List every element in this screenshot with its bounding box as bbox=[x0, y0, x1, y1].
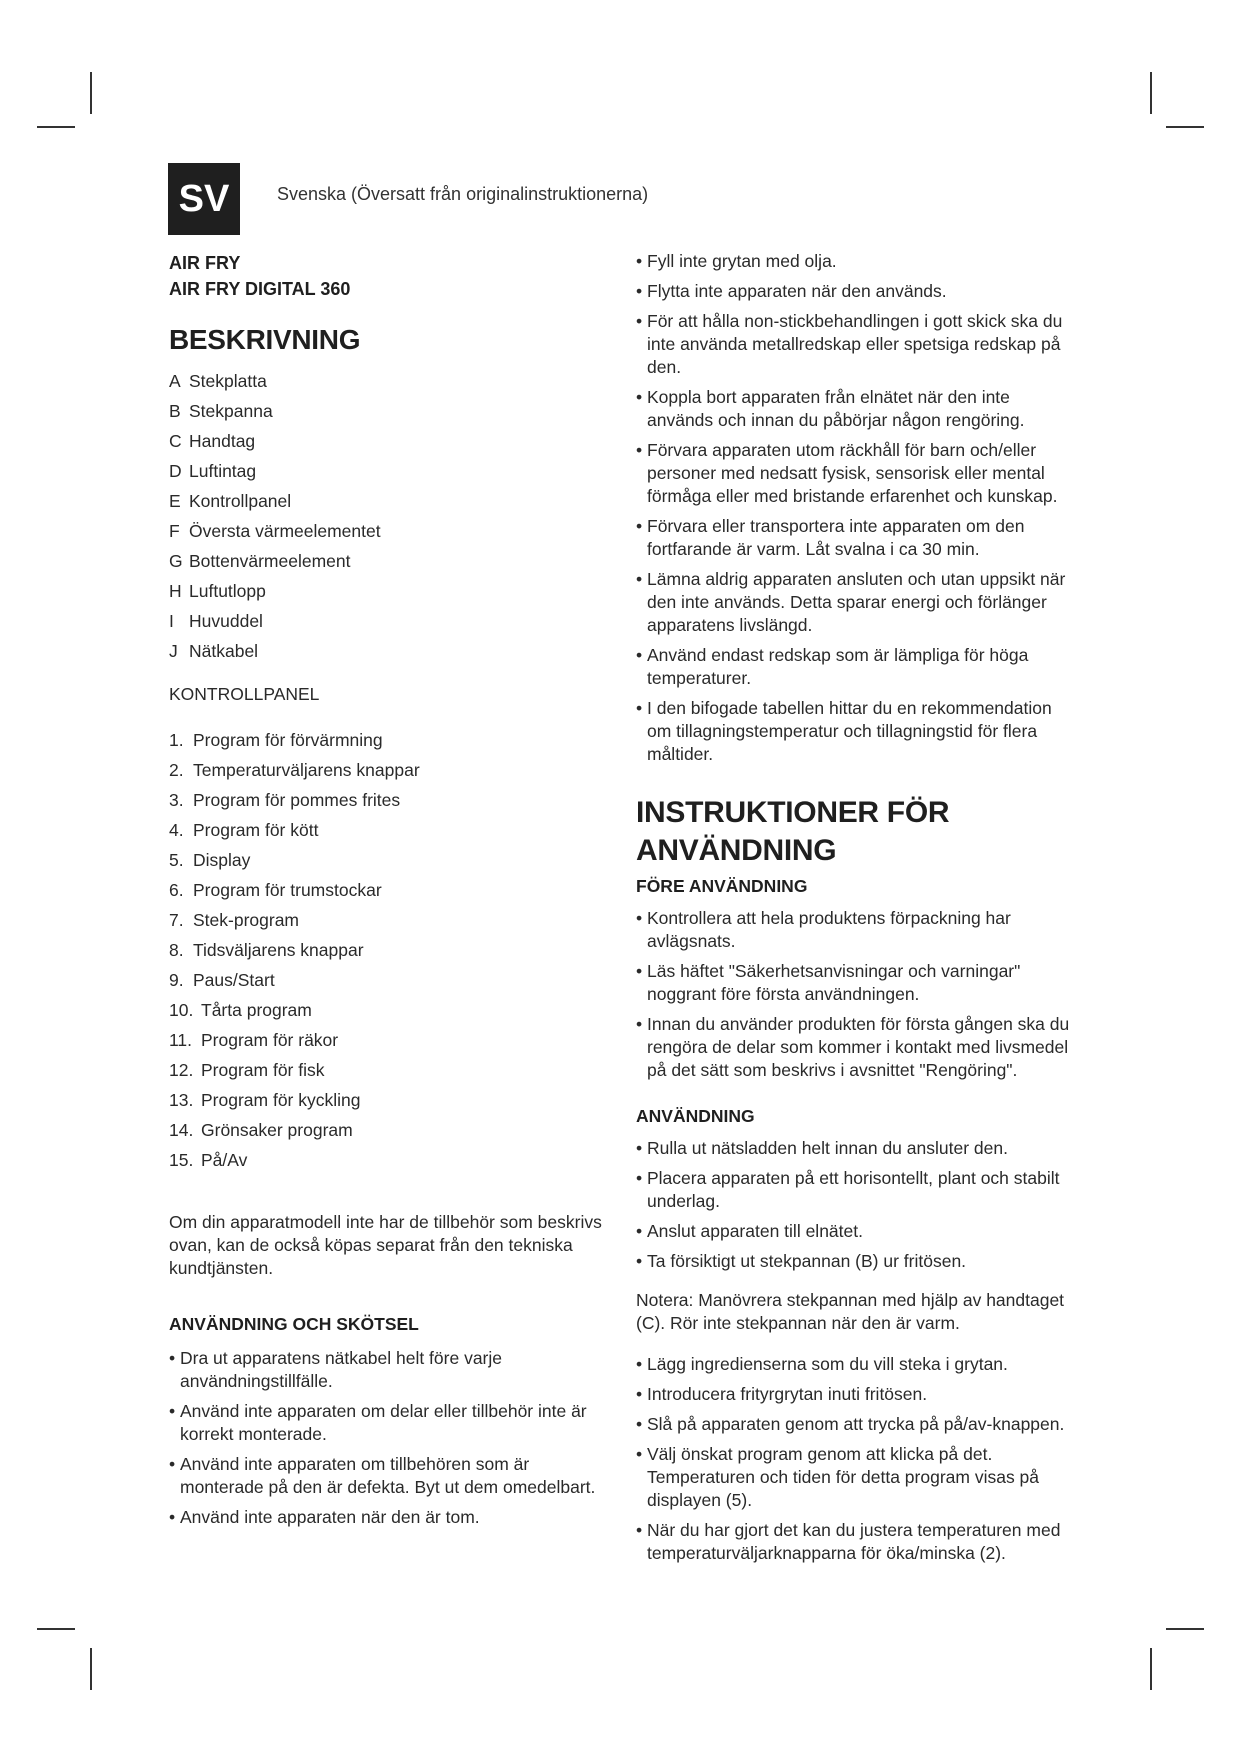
bullet-item: • Kontrollera att hela produktens förpackning har avlägsnats. bbox=[636, 907, 1076, 953]
use-and-care-title: ANVÄNDNING OCH SKÖTSEL bbox=[169, 1314, 419, 1334]
bullet-item: • I den bifogade tabellen hittar du en rekommendation om tillagningstemperatur och tillagningstid för flera måltider. bbox=[636, 697, 1076, 766]
bullet-item: • Placera apparaten på ett horisontellt, plant och stabilt underlag. bbox=[636, 1167, 1076, 1213]
part-item-text: Luftintag bbox=[189, 461, 257, 481]
part-item-label: E bbox=[169, 491, 181, 511]
product-name: AIR FRY DIGITAL 360 bbox=[169, 279, 351, 299]
crop-mark bbox=[37, 126, 75, 128]
bullet-item: • Använd inte apparaten när den är tom. bbox=[169, 1506, 609, 1529]
parts-list bbox=[169, 366, 609, 666]
control-panel-item-label: 6. bbox=[169, 880, 184, 900]
control-panel-item-text: Tidsväljarens knappar bbox=[193, 940, 364, 960]
control-panel-item-label: 7. bbox=[169, 910, 184, 930]
before-use-list bbox=[636, 907, 1076, 1082]
part-item-label: D bbox=[169, 461, 182, 481]
control-panel-item-text: Program för räkor bbox=[201, 1030, 339, 1050]
control-panel-item-label: 11. bbox=[169, 1030, 193, 1050]
part-item bbox=[169, 576, 609, 606]
instructions-title: INSTRUKTIONER FÖR bbox=[636, 796, 950, 829]
instructions-title: ANVÄNDNING bbox=[636, 834, 837, 867]
control-panel-item-label: 12. bbox=[169, 1060, 194, 1080]
control-panel-item bbox=[169, 905, 609, 935]
part-item-text: Nätkabel bbox=[189, 641, 259, 661]
part-item-label: G bbox=[169, 551, 183, 571]
control-panel-item-text: Program för pommes frites bbox=[193, 790, 401, 810]
control-panel-list bbox=[169, 725, 609, 1175]
part-item bbox=[169, 546, 609, 576]
part-item bbox=[169, 516, 609, 546]
bullet-item: • Rulla ut nätsladden helt innan du ansluter den. bbox=[636, 1137, 1076, 1160]
crop-mark bbox=[37, 1628, 75, 1630]
control-panel-item bbox=[169, 1145, 609, 1175]
bullet-item: • När du har gjort det kan du justera temperaturen med temperaturväljarknapparna för öka/minska (2). bbox=[636, 1519, 1076, 1565]
part-item bbox=[169, 456, 609, 486]
crop-mark bbox=[1150, 1648, 1152, 1690]
control-panel-item bbox=[169, 1055, 609, 1085]
section-title-description: BESKRIVNING bbox=[169, 324, 361, 355]
control-panel-item-label: 10. bbox=[169, 1000, 194, 1020]
part-item-label: H bbox=[169, 581, 182, 601]
control-panel-item-text: På/Av bbox=[201, 1150, 248, 1170]
use-note: Notera: Manövrera stekpannan med hjälp av handtaget (C). Rör inte stekpannan när den är varm. bbox=[636, 1290, 1065, 1333]
bullet-item: • Slå på apparaten genom att trycka på på/av-knappen. bbox=[636, 1413, 1076, 1436]
part-item-text: Bottenvärmeelement bbox=[189, 551, 351, 571]
control-panel-item bbox=[169, 875, 609, 905]
bullet-item: • Koppla bort apparaten från elnätet när den inte används och innan du påbörjar någon rengöring. bbox=[636, 386, 1076, 432]
bullet-item: • Introducera frityrgrytan inuti fritösen. bbox=[636, 1383, 1076, 1406]
control-panel-item-text: Temperaturväljarens knappar bbox=[193, 760, 420, 780]
control-panel-item-text: Program för kött bbox=[193, 820, 319, 840]
control-panel-item-text: Grönsaker program bbox=[201, 1120, 353, 1140]
control-panel-item-text: Stek-program bbox=[193, 910, 300, 930]
control-panel-title: KONTROLLPANEL bbox=[169, 684, 320, 704]
bullet-item: • Använd endast redskap som är lämpliga för höga temperaturer. bbox=[636, 644, 1076, 690]
control-panel-item-text: Paus/Start bbox=[193, 970, 275, 990]
part-item-text: Luftutlopp bbox=[189, 581, 266, 601]
bullet-item: • Anslut apparaten till elnätet. bbox=[636, 1220, 1076, 1243]
bullet-item: • Innan du använder produkten för första gången ska du rengöra de delar som kommer i kontakt med livsmedel på det sätt som beskrivs i avsnittet "Rengöring". bbox=[636, 1013, 1076, 1082]
bullet-item: • Använd inte apparaten om tillbehören som är monterade på den är defekta. Byt ut dem omedelbart. bbox=[169, 1453, 609, 1499]
crop-mark bbox=[1166, 1628, 1204, 1630]
language-description: Svenska (Översatt från originalinstruktionerna) bbox=[277, 184, 649, 204]
part-item-text: Översta värmeelementet bbox=[189, 521, 381, 541]
part-item-text: Stekplatta bbox=[189, 371, 267, 391]
bullet-item: • Lägg ingredienserna som du vill steka i grytan. bbox=[636, 1353, 1076, 1376]
part-item-label: J bbox=[169, 641, 178, 661]
part-item-label: F bbox=[169, 521, 180, 541]
part-item-text: Kontrollpanel bbox=[189, 491, 292, 511]
bullet-item: • Ta försiktigt ut stekpannan (B) ur fritösen. bbox=[636, 1250, 1076, 1273]
use-list bbox=[636, 1137, 1076, 1273]
bullet-item: • För att hålla non-stickbehandlingen i gott skick ska du inte använda metallredskap eller spetsiga redskap på den. bbox=[636, 310, 1076, 379]
control-panel-item-label: 2. bbox=[169, 760, 184, 780]
control-panel-item bbox=[169, 995, 609, 1025]
control-panel-item-label: 1. bbox=[169, 730, 184, 750]
safety-list bbox=[636, 250, 1076, 766]
control-panel-item bbox=[169, 815, 609, 845]
control-panel-item-text: Display bbox=[193, 850, 251, 870]
product-name: AIR FRY bbox=[169, 253, 241, 273]
crop-mark bbox=[90, 72, 92, 114]
control-panel-item-label: 9. bbox=[169, 970, 184, 990]
part-item-label: A bbox=[169, 371, 181, 391]
control-panel-item-label: 4. bbox=[169, 820, 184, 840]
control-panel-item-label: 3. bbox=[169, 790, 184, 810]
part-item bbox=[169, 426, 609, 456]
bullet-item: • Välj önskat program genom att klicka på det. Temperaturen och tiden för detta program visas på displayen (5). bbox=[636, 1443, 1076, 1512]
control-panel-item bbox=[169, 725, 609, 755]
language-badge: SV bbox=[168, 163, 240, 235]
use-and-care-list bbox=[169, 1347, 609, 1529]
crop-mark bbox=[1150, 72, 1152, 114]
accessories-note: Om din apparatmodell inte har de tillbehör som beskrivs ovan, kan de också köpas separat från den tekniska kundtjänsten. bbox=[169, 1212, 602, 1278]
control-panel-item-label: 14. bbox=[169, 1120, 194, 1140]
part-item-text: Stekpanna bbox=[189, 401, 273, 421]
control-panel-item-label: 15. bbox=[169, 1150, 194, 1170]
crop-mark bbox=[90, 1648, 92, 1690]
part-item-text: Handtag bbox=[189, 431, 256, 451]
bullet-item: • Lämna aldrig apparaten ansluten och utan uppsikt när den inte används. Detta sparar energi och förlänger apparatens livslängd. bbox=[636, 568, 1076, 637]
control-panel-item-text: Program för fisk bbox=[201, 1060, 325, 1080]
use-title: ANVÄNDNING bbox=[636, 1106, 755, 1126]
part-item bbox=[169, 366, 609, 396]
bullet-item: • Fyll inte grytan med olja. bbox=[636, 250, 1076, 273]
crop-mark bbox=[1166, 126, 1204, 128]
bullet-item: • Förvara eller transportera inte apparaten om den fortfarande är varm. Låt svalna i ca 30 min. bbox=[636, 515, 1076, 561]
control-panel-item-text: Program för trumstockar bbox=[193, 880, 382, 900]
control-panel-item-label: 5. bbox=[169, 850, 184, 870]
bullet-item: • Läs häftet "Säkerhetsanvisningar och varningar" noggrant före första användningen. bbox=[636, 960, 1076, 1006]
control-panel-item bbox=[169, 845, 609, 875]
control-panel-item bbox=[169, 785, 609, 815]
part-item-label: B bbox=[169, 401, 181, 421]
part-item-text: Huvuddel bbox=[189, 611, 263, 631]
control-panel-item-text: Program för kyckling bbox=[201, 1090, 361, 1110]
control-panel-item-text: Tårta program bbox=[201, 1000, 312, 1020]
part-item bbox=[169, 606, 609, 636]
control-panel-item bbox=[169, 935, 609, 965]
control-panel-item bbox=[169, 1085, 609, 1115]
control-panel-item-label: 8. bbox=[169, 940, 184, 960]
part-item bbox=[169, 486, 609, 516]
bullet-item: • Använd inte apparaten om delar eller tillbehör inte är korrekt monterade. bbox=[169, 1400, 609, 1446]
bullet-item: • Förvara apparaten utom räckhåll för barn och/eller personer med nedsatt fysisk, sensorisk eller mental förmåga eller med bristande erfarenhet och kunskap. bbox=[636, 439, 1076, 508]
left-column bbox=[169, 250, 609, 1536]
control-panel-item bbox=[169, 1025, 609, 1055]
control-panel-item bbox=[169, 755, 609, 785]
control-panel-item-text: Program för förvärmning bbox=[193, 730, 383, 750]
part-item-label: C bbox=[169, 431, 182, 451]
control-panel-item bbox=[169, 1115, 609, 1145]
part-item bbox=[169, 636, 609, 666]
right-column bbox=[636, 250, 1076, 1572]
part-item bbox=[169, 396, 609, 426]
before-use-title: FÖRE ANVÄNDNING bbox=[636, 876, 808, 896]
bullet-item: • Flytta inte apparaten när den används. bbox=[636, 280, 1076, 303]
use-list-continued bbox=[636, 1353, 1076, 1565]
control-panel-item-label: 13. bbox=[169, 1090, 194, 1110]
part-item-label: I bbox=[169, 611, 174, 631]
control-panel-item bbox=[169, 965, 609, 995]
bullet-item: • Dra ut apparatens nätkabel helt före varje användningstillfälle. bbox=[169, 1347, 609, 1393]
